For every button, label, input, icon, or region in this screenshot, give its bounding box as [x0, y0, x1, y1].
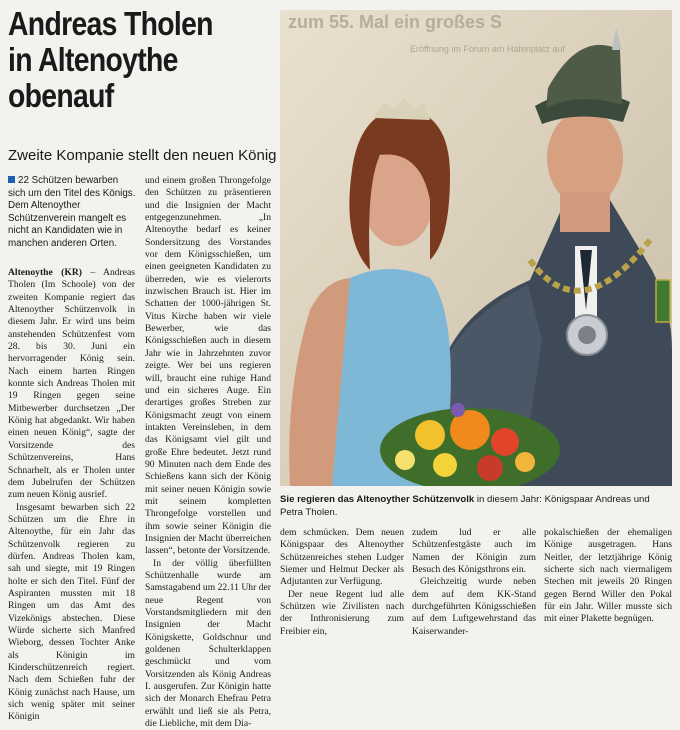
teaser-marker-icon [8, 176, 15, 183]
headline [8, 6, 223, 114]
paragraph: Altenoythe (KR) – Andreas Tholen (Im Schoole) von der zweiten Kompanie regiert das Altenoyther Schützenvolk in diesem Jahr. Er wird uns beim anstehenden Schützenfest vom 28. bis 30. Juni ein hervorragender König sein. Nach einem harten Ringen konnte sich Andreas Tholen mit 19 Ringen gegen seine Mitbewerber durchsetzen „Der König hat abgedankt. Wir haben einen neuen König“, sagte der Vorsitzende des Schützenvereins, Hans Schnarhelt, als er Tholen unter dem Jubelrufen der Schützen zum neuen König ausrief. [8, 267, 135, 501]
teaser-text: 22 Schützen bewarben sich um den Titel des Königs. Dem Altenoyther Schützenverein mangelt es nicht an Kandidaten wie in manchen anderen Orten. [8, 175, 136, 249]
headline-line-2: in Altenoythe [8, 41, 178, 78]
headline-line-3: obenauf [8, 77, 114, 114]
paragraph: Insgesamt bewarben sich 22 Schützen um die Ehre in Altenoythe, für ein Jahr das Schützenvolk regieren zu dürfen. Andreas Tholen kam, sah und siegte, mit 19 Ringen holte er sich den Titel. Fünf der Aspiranten mussten mit 18 Ringen um das Amt des Vizekönigs abstechen. Diese Würde sicherte sich Manfred Wieborg, dessen Tochter Anke als Königin im Kinderschützenreich regiert. Nach dem Schießen fuhr der König zunächst nach Hause, um sich wenig später mit seiner Königin [8, 501, 135, 723]
photo-caption [280, 494, 672, 519]
article-column-5 [544, 527, 672, 626]
photo-banner-subtext: Eröffnung im Forum am Hafenplatz auf [410, 44, 565, 54]
man-face [547, 110, 623, 206]
photo-banner-text: zum 55. Mal ein großes S [288, 12, 503, 32]
article-column-1 [8, 267, 135, 724]
caption-text: in diesem Jahr: Königspaar Andreas und Petra Tholen. [280, 494, 650, 518]
article-column-4 [412, 527, 536, 638]
article-photo [280, 10, 672, 486]
photo-illustration [280, 10, 672, 486]
paragraph: In der völlig überfüllten Schützenhalle wurde am Samstagabend um 22.11 Uhr der neue Regent von Vorstandsmitgliedern mit den Insignien der Macht Königskette, Goldschnur und goldenen Schulterklappen geschmückt und vom Vorsitzenden als König Andreas I. ausgerufen. Zur Königin hatte sich der Monarch Ehefrau Petra erwählt und ließ sie als Petra, die Liebliche, mit dem Dia- [145, 557, 271, 730]
paragraph: dem schmücken. Dem neuen Königspaar des Altenoyther Schützenreiches stehen Ludger Siemer und Helmut Decker als Adjutanten zur Verfügung. [280, 527, 404, 588]
article-column-3 [280, 527, 404, 638]
subheadline: Zweite Kompanie stellt den neuen König [8, 147, 277, 164]
paragraph: zudem lud er alle Schützenfestgäste auch im Namen der Königin zum Besuch des Königsthrons ein. [412, 527, 536, 576]
teaser [8, 175, 136, 251]
paragraph: Gleichzeitig wurde neben dem auf dem KK-Stand durchgeführten Königsschießen auf dem Luftgewehrstand das Kaiserwander- [412, 576, 536, 637]
sleeve-patch-icon [656, 280, 670, 322]
dateline: Altenoythe (KR) [8, 267, 82, 278]
paragraph: Der neue Regent lud alle Schützen wie Zivilisten nach der Inthronisierung zum Freibier ein, [280, 588, 404, 637]
article-column-2 [145, 175, 271, 730]
paragraph: pokalschießen der ehemaligen Könige ausgetragen. Hans Neitler, der letztjährige König sicherte sich nach viermaligem Stechen mit jeweils 20 Ringen gegen Bernd Willer den Pokal für ein Jahr. Willer musste sich mit einer Plakette begnügen. [544, 527, 672, 625]
caption-lead: Sie regieren das Altenoyther Schützenvolk [280, 494, 475, 505]
paragraph: und einem großen Throngefolge den Schützen zu präsentieren und die Insignien der Macht entgegenzunehmen. „In Altenoythe bedarf es keiner Sondersitzung des Vorstandes vor dem Königsschießen, um einen geeigneten Kandidaten zu überreden, wie es vielerorts inzwischen Brauch ist. Hier im Schatten der 1000-jährigen St. Vitus Kirche haben wir viele Bewerber, wie das Königsschießen auch in diesem Jahr wie in Jahrzehnten zuvor zeigte. Wer bei uns regieren will, braucht eine ruhige Hand und ein sicheres Auge. Ein derartiges großes Streben zur Königsmacht zeugt von einem intakten Vereinsleben, in dem das Königsamt viel gilt und große Ehre bedeutet. Jetzt rund 90 Minuten nach dem Ende des Schießens kann sich der König mit seiner neuen Königin sowie mit seinem kompletten Throngefolge vorstellen und ihm sowie seiner Königin die Insignien der Macht überreichen lassen“, betonte der Vorsitzende. [145, 175, 271, 557]
headline-line-1: Andreas Tholen [8, 5, 213, 42]
